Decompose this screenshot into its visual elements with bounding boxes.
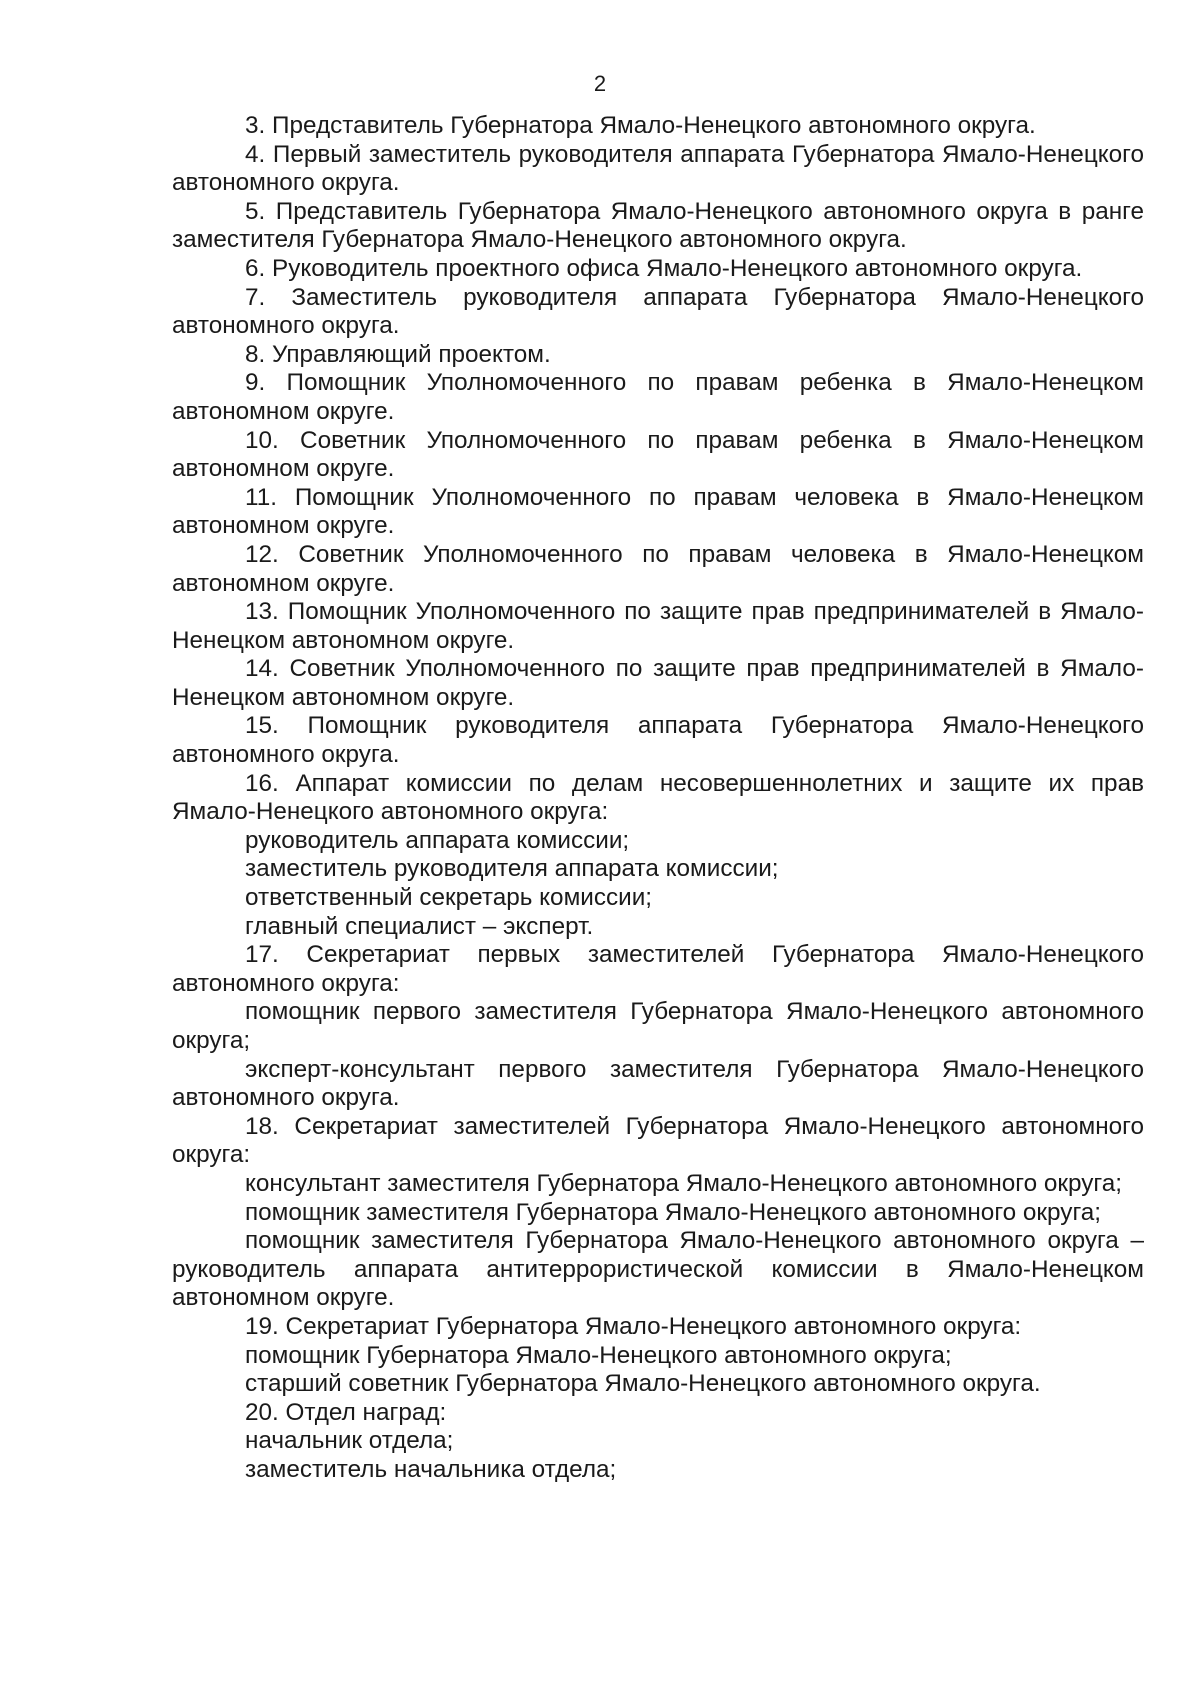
document-paragraph: 7. Заместитель руководителя аппарата Губернатора Ямало-Ненецкого автономного округа. [172,283,1144,340]
document-body [172,112,1144,1485]
document-paragraph: 14. Советник Уполномоченного по защите прав предпринимателей в Ямало-Ненецком автономном округе. [172,655,1144,711]
document-paragraph: главный специалист – эксперт. [245,912,594,940]
document-paragraph: консультант заместителя Губернатора Ямало-Ненецкого автономного округа; [245,1169,1122,1197]
document-paragraph: 16. Аппарат комиссии по делам несовершеннолетних и защите их прав Ямало-Ненецкого автономного округа: [172,769,1144,826]
document-paragraph: 13. Помощник Уполномоченного по защите прав предпринимателей в Ямало-Ненецком автономном округе. [172,598,1144,654]
document-paragraph: заместитель руководителя аппарата комиссии; [245,855,779,883]
document-paragraph: руководитель аппарата комиссии; [245,826,630,854]
document-paragraph: 18. Секретариат заместителей Губернатора Ямало-Ненецкого автономного округа: [172,1112,1144,1169]
document-paragraph: 10. Советник Уполномоченного по правам ребенка в Ямало-Ненецком автономном округе. [172,426,1144,483]
document-paragraph: 12. Советник Уполномоченного по правам человека в Ямало-Ненецком автономном округе. [172,540,1144,597]
document-paragraph: 6. Руководитель проектного офиса Ямало-Ненецкого автономного округа. [245,254,1083,282]
document-paragraph: 15. Помощник руководителя аппарата Губернатора Ямало-Ненецкого автономного округа. [172,712,1144,769]
document-paragraph: 3. Представитель Губернатора Ямало-Ненецкого автономного округа. [245,112,1036,139]
document-paragraph: 20. Отдел наград: [245,1398,447,1426]
document-paragraph: помощник заместителя Губернатора Ямало-Ненецкого автономного округа; [245,1198,1102,1226]
document-paragraph: 17. Секретариат первых заместителей Губернатора Ямало-Ненецкого автономного округа: [172,941,1144,997]
document-paragraph: 4. Первый заместитель руководителя аппарата Губернатора Ямало-Ненецкого автономного округа. [172,140,1144,197]
document-paragraph: помощник Губернатора Ямало-Ненецкого автономного округа; [245,1341,952,1369]
document-paragraph: заместитель начальника отдела; [245,1455,617,1483]
document-paragraph: 9. Помощник Уполномоченного по правам ребенка в Ямало-Ненецком автономном округе. [172,369,1144,425]
document-paragraph: помощник первого заместителя Губернатора Ямало-Ненецкого автономного округа; [172,998,1144,1054]
document-paragraph: эксперт-консультант первого заместителя Губернатора Ямало-Ненецкого автономного округа. [172,1055,1144,1112]
document-paragraph: 11. Помощник Уполномоченного по правам человека в Ямало-Ненецком автономном округе. [172,483,1144,540]
page-number: 2 [593,71,607,96]
document-paragraph: 5. Представитель Губернатора Ямало-Ненецкого автономного округа в ранге заместителя Губернатора Ямало-Ненецкого автономного округа. [172,197,1144,254]
document-paragraph: 8. Управляющий проектом. [245,340,551,368]
document-paragraph: 19. Секретариат Губернатора Ямало-Ненецкого автономного округа: [245,1312,1022,1340]
document-paragraph: начальник отдела; [245,1427,454,1455]
document-paragraph: помощник заместителя Губернатора Ямало-Ненецкого автономного округа – руководитель аппарата антитеррористической комиссии в Ямало-Ненецком автономном округе. [172,1227,1144,1312]
document-paragraph: ответственный секретарь комиссии; [245,884,653,912]
document-paragraph: старший советник Губернатора Ямало-Ненецкого автономного округа. [245,1370,1041,1398]
